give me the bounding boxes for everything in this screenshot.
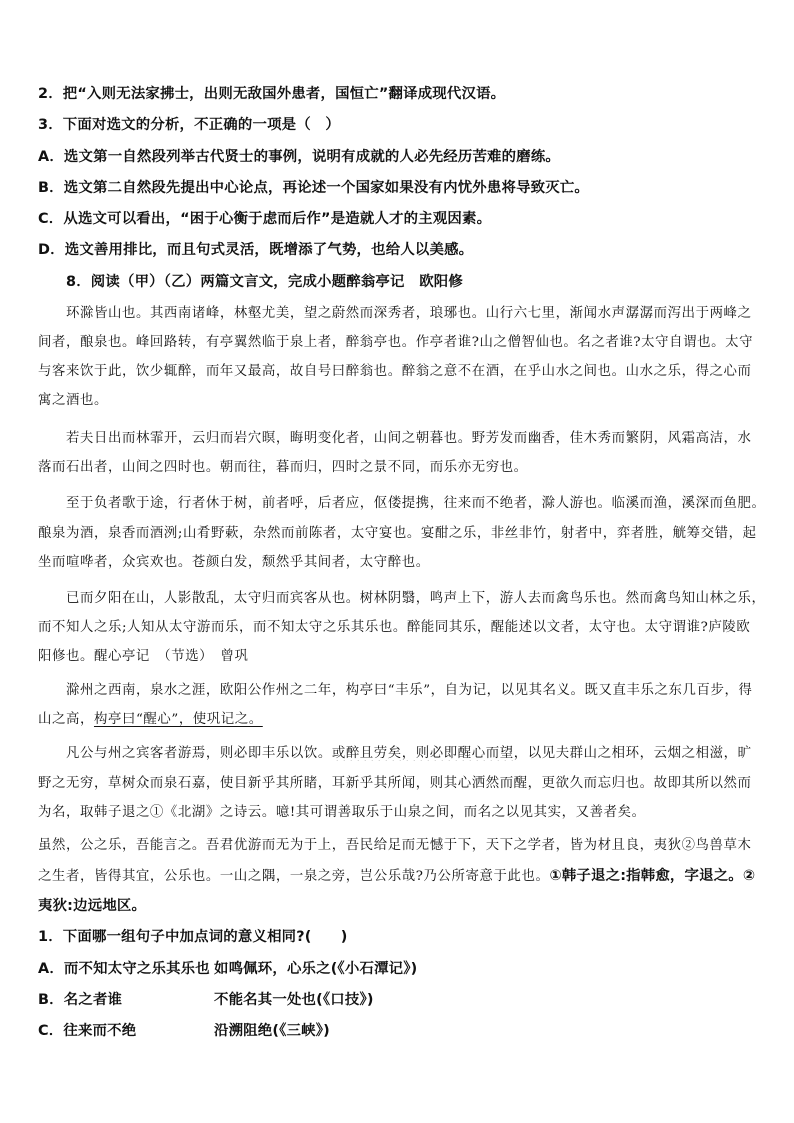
passage-jia-line: 寓之酒也。 [38,393,108,408]
question-3-option-c: C．从选文可以看出，“困于心衡于虑而后作”是造就人才的主观因素。 [38,211,492,227]
passage-yi-text: 之生者，皆得其宜，公乐也。一山之隅，一泉之旁，岂公乐哉?乃公所寄意于此也。 [38,869,550,884]
option-c-left: C．往来而不绝 [38,1023,137,1039]
passage-jia-line: 环滁皆山也。其西南诸峰，林壑尤美，望之蔚然而深秀者，琅琊也。山行六七里，渐闻水声潺潺而泻出于两峰之 [66,306,752,321]
question-3-option-b: B．选文第二自然段先提出中心论点，再论述一个国家如果没有内忧外患将导致灭亡。 [38,180,590,196]
passage-jia-line: 已而夕阳在山，人影散乱，太守归而宾客从也。树林阴翳，鸣声上下，游人去而禽鸟乐也。然而禽鸟知山林之乐， [66,591,766,606]
passage-jia-line: 阳修也。醒心亭记 （节选） 曾巩 [38,649,249,664]
option-b-left: B．名之者谁 [38,992,123,1008]
passage-jia-line: 酿泉为酒，泉香而酒洌;山肴野蔌，杂然而前陈者，太守宴也。宴酣之乐，非丝非竹，射者中，弈者胜，觥筹交错，起 [38,526,757,541]
question-1-option-b [38,988,758,1009]
question-1-option-c [38,1019,758,1040]
passage-jia-line: 与客来饮于此，饮少辄醉，而年又最高，故自号曰醉翁也。醉翁之意不在酒，在乎山水之间也。山水之乐，得之心而 [38,364,752,379]
passage-yi-line: 为名，取韩子退之①《北湖》之诗云。噫!其可谓善取乐于山泉之间，而名之以见其实，又善者矣。 [38,805,646,820]
passage-yi-line [38,864,758,885]
question-3-option-a: A．选文第一自然段列举古代贤士的事例，说明有成就的人必先经历苦难的磨练。 [38,149,561,165]
question-1-stem: 1．下面哪一组句子中加点词的意义相同?( ) [38,929,348,945]
passage-yi-line [66,742,786,761]
underlined-sentence: 构亭曰“醒心”，使巩记之。 [93,712,263,727]
passage-yi-text: 凡公与州之宾客者游焉，则必即丰乐以饮。 [66,746,332,761]
option-c-right: 沿溯阻绝(《三峡》) [214,1023,330,1039]
passage-yi-line: 野之无穷，草树众而泉石嘉，使目新乎其所睹，耳新乎其所闻，则其心洒然而醒，更欲久而忘归也。故即其所以然而 [38,776,752,791]
question-1-option-a [38,957,758,978]
wavy-underlined-sentence: 或醉且劳矣，则必即醒心而望 [331,746,514,761]
passage-jia-line: 坐而喧哗者，众宾欢也。苍颜白发，颓然乎其间者，太守醉也。 [38,555,430,570]
passage-yi-text: 山之高， [38,712,94,727]
passage-jia-line: 落而石出者，山间之四时也。朝而往，暮而归，四时之景不同，而乐亦无穷也。 [38,460,528,475]
passage-jia-line: 间者，酿泉也。峰回路转，有亭翼然临于泉上者，醉翁亭也。作亭者谁?山之僧智仙也。名之者谁?太守自谓也。太守 [38,335,754,350]
option-a-left: A．而不知太守之乐其乐也 [38,961,210,977]
footnote-1: ①韩子退之:指韩愈，字退之。② [549,868,756,884]
question-8-heading: 8．阅读（甲）（乙）两篇文言文，完成小题醉翁亭记 欧阳修 [66,274,463,290]
passage-jia-line: 而不知人之乐;人知从太守游而乐，而不知太守之乐其乐也。醉能同其乐，醒能述以文者，太守也。太守谓谁?庐陵欧 [38,620,751,635]
option-b-right: 不能名其一处也(《口技》) [214,992,374,1008]
question-3-option-d: D．选文善用排比，而且句式灵活，既增添了气势，也给人以美感。 [38,242,474,258]
question-2: 2．把“入则无法家拂士，出则无敌国外患者，国恒亡”翻译成现代汉语。 [38,86,506,102]
passage-jia-line: 若夫日出而林霏开，云归而岩穴暝，晦明变化者，山间之朝暮也。野芳发而幽香，佳木秀而繁阴，风霜高洁，水 [66,431,752,446]
passage-jia-line: 至于负者歌于途，行者休于树，前者呼，后者应，伛偻提携，往来而不绝者，滁人游也。临溪而渔，溪深而鱼肥。 [66,496,766,511]
passage-yi-line: 虽然，公之乐，吾能言之。吾君优游而无为于上，吾民给足而无憾于下，天下之学者，皆为材且良，夷狄②鸟兽草木 [38,838,752,853]
passage-yi-line [38,708,758,727]
passage-yi-line: 滁州之西南，泉水之涯，欧阳公作州之二年，构亭曰“丰乐”，自为记，以见其名义。既又直丰乐之东几百步，得 [66,683,753,698]
option-a-right: 如鸣佩环，心乐之(《小石潭记》) [214,961,418,977]
passage-yi-text: ，以见夫群山之相环，云烟之相滋，旷 [513,746,752,761]
question-3: 3．下面对选文的分析，不正确的一项是（ ） [38,117,341,133]
footnote-2: 夷狄:边远地区。 [38,898,147,914]
